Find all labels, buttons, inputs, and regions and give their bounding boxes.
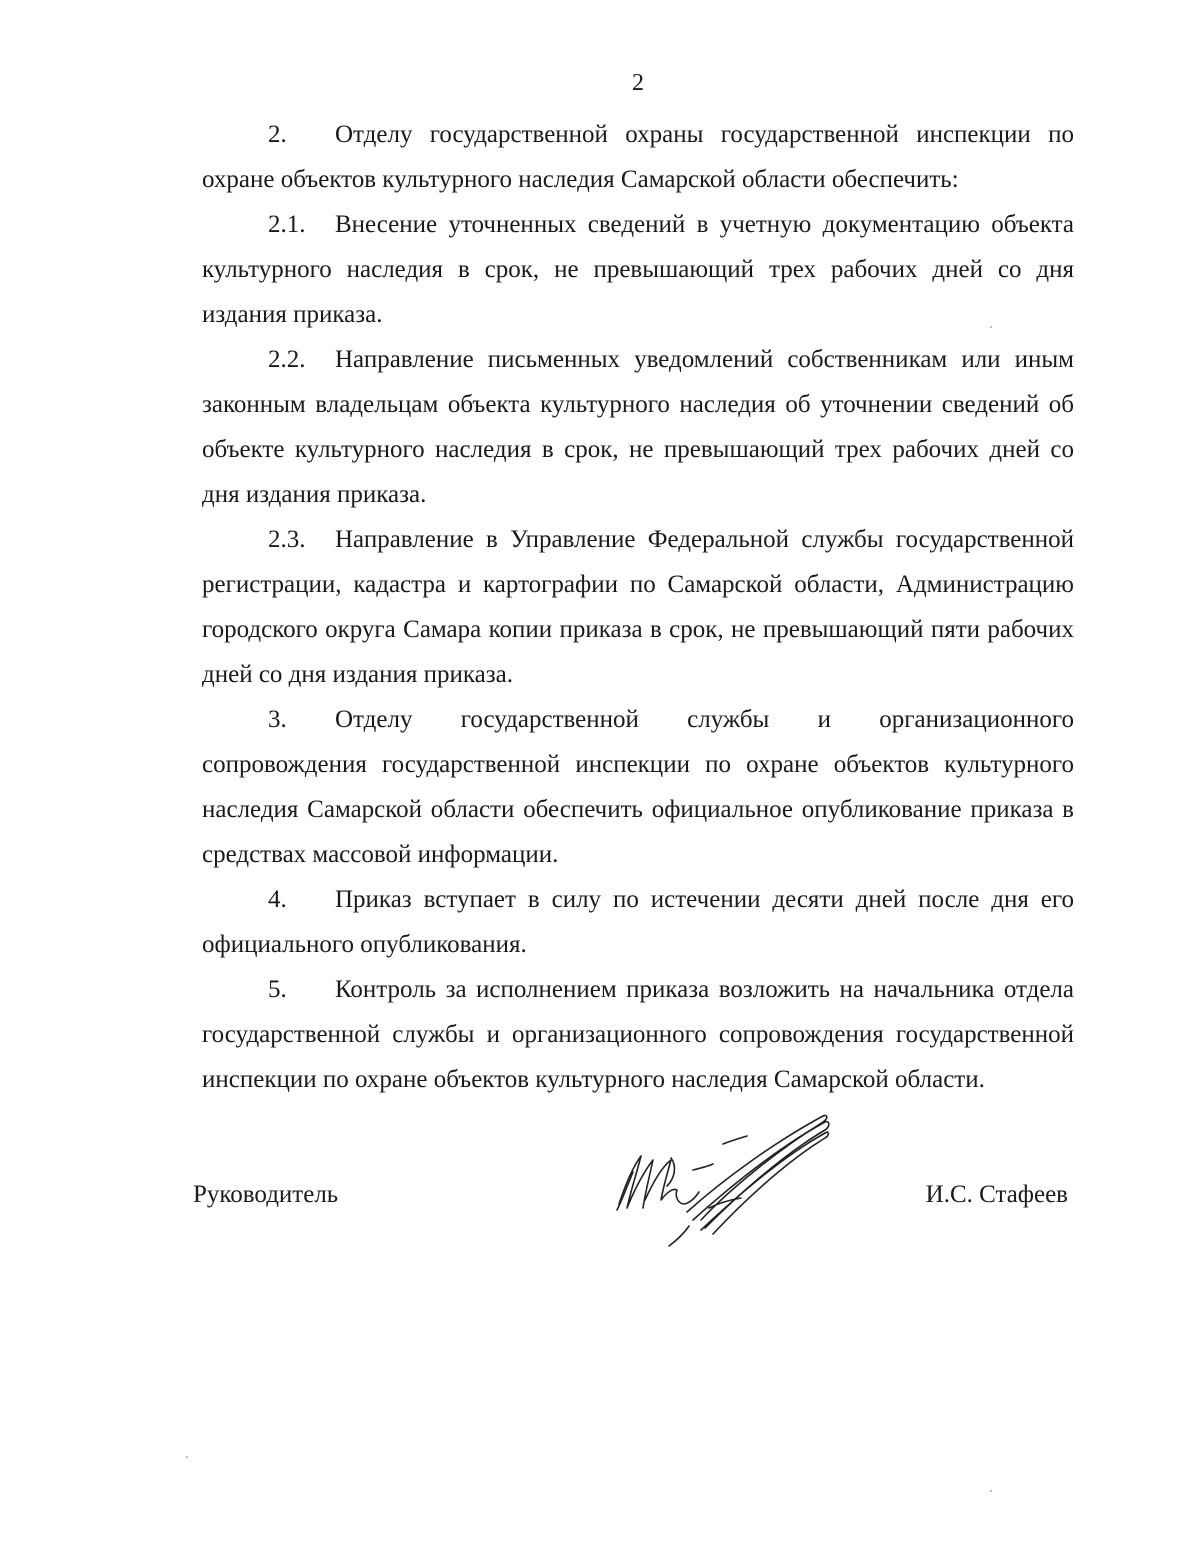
paragraph-2 xyxy=(202,112,1074,202)
signatory-name: И.С. Стафеев xyxy=(925,1181,1068,1208)
paragraph-number: 3. xyxy=(268,706,287,733)
scan-speck xyxy=(990,326,992,328)
scan-speck xyxy=(186,1456,188,1458)
paragraph-number: 2.1. xyxy=(268,211,306,238)
handwritten-signature xyxy=(605,1108,835,1248)
paragraph-3 xyxy=(202,697,1074,877)
paragraph-number: 2. xyxy=(268,121,287,148)
paragraph-5 xyxy=(202,967,1074,1102)
document-body xyxy=(202,112,1074,1102)
paragraph-2-2 xyxy=(202,337,1074,517)
paragraph-text: Приказ вступает в силу по истечении десяти дней после дня его официального опубликования. xyxy=(202,886,1074,958)
paragraph-number: 2.3. xyxy=(268,526,306,553)
signatory-role: Руководитель xyxy=(193,1181,339,1208)
paragraph-4 xyxy=(202,877,1074,967)
paragraph-number: 4. xyxy=(268,886,287,913)
paragraph-text: Отделу государственной службы и организационного сопровождения государственной инспекции по охране объектов культурного наследия Самарской области обеспечить официальное опубликование приказа в средствах массовой информации. xyxy=(202,706,1074,868)
paragraph-number: 5. xyxy=(268,976,287,1003)
paragraph-number: 2.2. xyxy=(268,346,306,373)
paragraph-text: Внесение уточненных сведений в учетную документацию объекта культурного наследия в срок, не превышающий трех рабочих дней со дня издания приказа. xyxy=(202,211,1074,328)
paragraph-text: Направление в Управление Федеральной службы государственной регистрации, кадастра и картографии по Самарской области, Администрацию городского округа Самара копии приказа в срок, не превышающий пяти рабочих дней со дня издания приказа. xyxy=(202,526,1074,688)
paragraph-text: Отделу государственной охраны государственной инспекции по охране объектов культурного наследия Самарской области обеспечить: xyxy=(202,121,1074,193)
page-number: 2 xyxy=(632,70,644,96)
signature-block xyxy=(0,1178,1200,1218)
scan-speck xyxy=(990,1490,992,1492)
paragraph-2-3 xyxy=(202,517,1074,697)
paragraph-text: Направление письменных уведомлений собственникам или иным законным владельцам объекта культурного наследия об уточнении сведений об объекте культурного наследия в срок, не превышающий трех рабочих дней со дня издания приказа. xyxy=(202,346,1074,508)
paragraph-text: Контроль за исполнением приказа возложить на начальника отдела государственной службы и организационного сопровождения государственной инспекции по охране объектов культурного наследия Самарской области. xyxy=(202,976,1074,1093)
paragraph-2-1 xyxy=(202,202,1074,337)
